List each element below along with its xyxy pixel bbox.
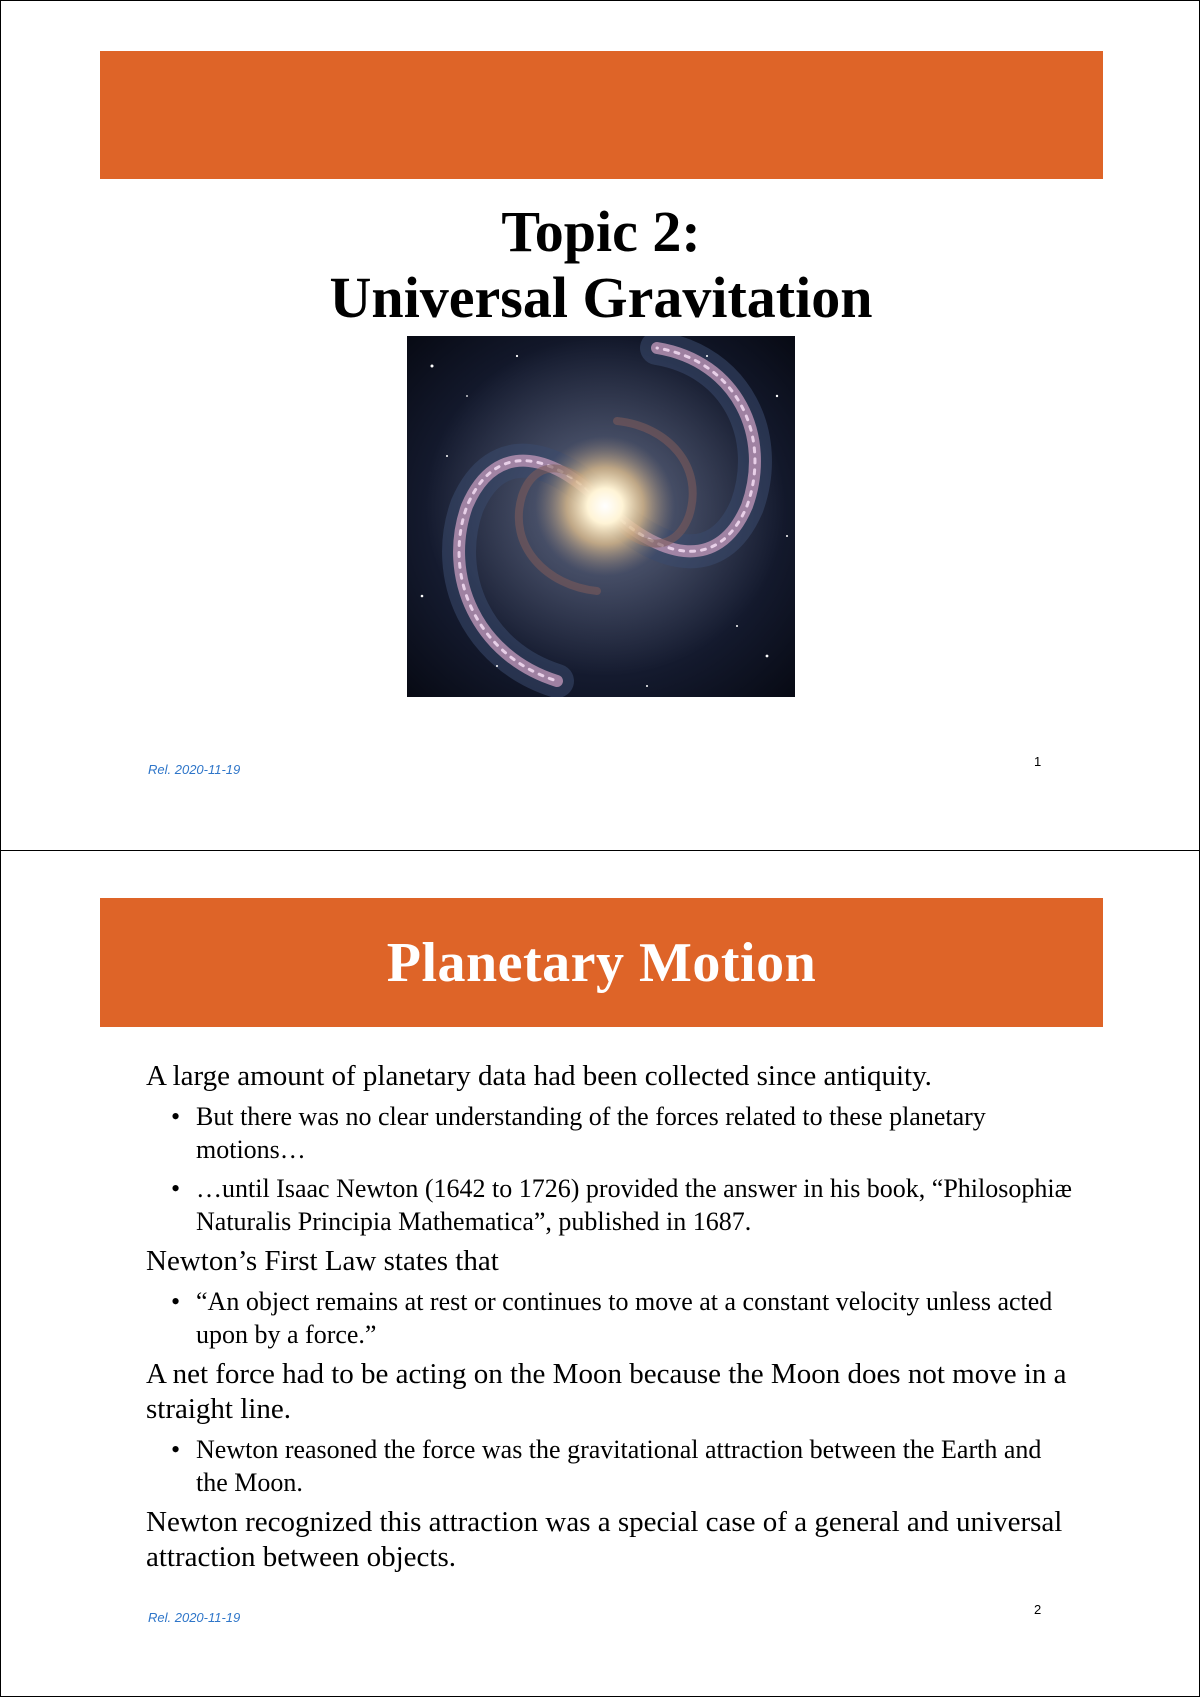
bullet-icon: • (171, 1287, 181, 1316)
paragraph-3: A net force had to be acting on the Moon because the Moon does not move in a straight line. (146, 1358, 1067, 1425)
bullet-item (171, 1433, 1076, 1499)
bullet-icon: • (171, 1174, 181, 1203)
bullet-text: But there was no clear understanding of the forces related to these planetary motions… (196, 1102, 986, 1164)
bullet-item (171, 1100, 1076, 1166)
title-banner (100, 898, 1103, 1027)
bullet-text: …until Isaac Newton (1642 to 1726) provided the answer in his book, “Philosophiæ Naturalis Principia Mathematica”, published in 1687. (196, 1174, 1072, 1236)
slide-title (1, 199, 1200, 331)
title-line-2: Universal Gravitation (329, 265, 873, 330)
slide-2 (0, 850, 1200, 1697)
slide-title: Planetary Motion (386, 931, 817, 994)
page-number: 1 (1034, 754, 1042, 769)
bullet-icon: • (171, 1102, 181, 1131)
bullet-item (171, 1172, 1076, 1238)
bullet-text: Newton reasoned the force was the gravitational attraction between the Earth and the Moon. (196, 1435, 1042, 1497)
title-banner (100, 51, 1103, 179)
bullet-text: “An object remains at rest or continues to move at a constant velocity unless acted upon by a force.” (196, 1287, 1053, 1349)
paragraph-1: A large amount of planetary data had been collected since antiquity. (146, 1060, 932, 1092)
page-number: 2 (1034, 1602, 1042, 1617)
galaxy-image (407, 336, 795, 697)
release-date: Rel. 2020-11-19 (148, 762, 241, 777)
title-line-1: Topic 2: (501, 199, 701, 264)
bullet-icon: • (171, 1435, 181, 1464)
paragraph-2: Newton’s First Law states that (146, 1245, 499, 1277)
bullet-item (171, 1285, 1076, 1351)
paragraph-4: Newton recognized this attraction was a special case of a general and universal attraction between objects. (146, 1506, 1063, 1573)
slide-body (146, 1059, 1076, 1581)
release-date: Rel. 2020-11-19 (148, 1610, 241, 1625)
